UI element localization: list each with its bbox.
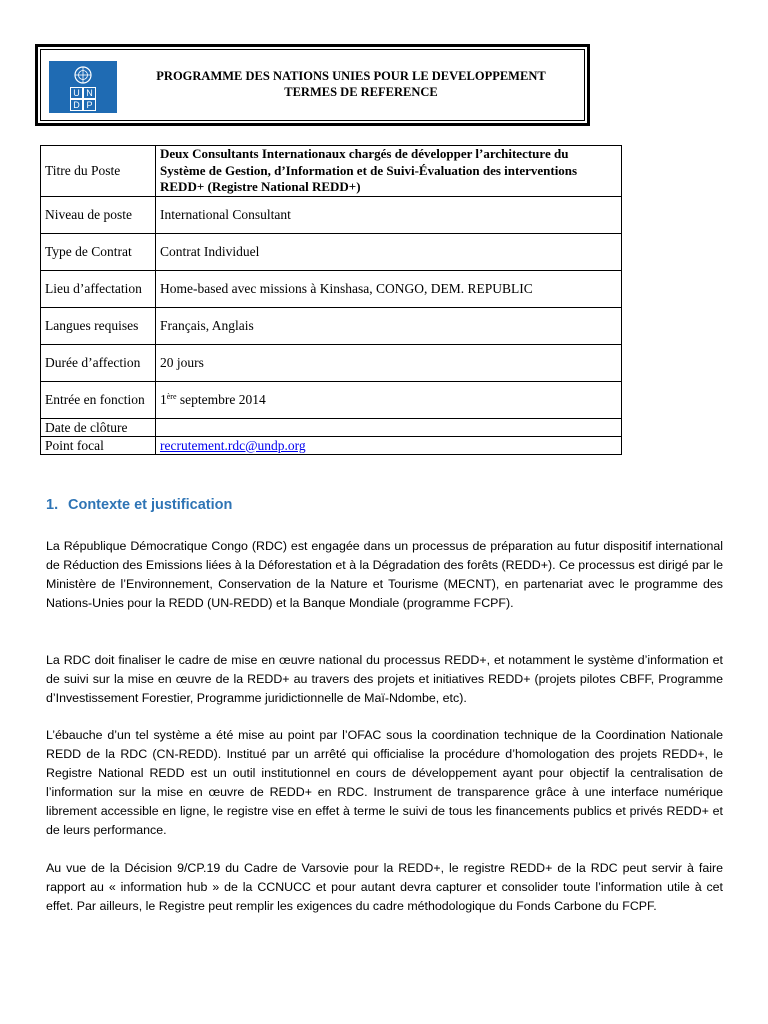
start-date-ordinal: ère xyxy=(166,392,177,401)
row-label: Langues requises xyxy=(41,307,156,344)
table-row xyxy=(41,307,622,344)
row-value xyxy=(156,418,622,436)
body-paragraph: La RDC doit finaliser le cadre de mise en œuvre national du processus REDD+, et notamment le système d’information et de suivi sur la mise en œuvre de la REDD+ au travers des projets et initiatives REDD+ (projets pilotes CBFF, Programme d’Investissement Forestier, Programme juridictionnelle de Maï-Ndombe, etc). xyxy=(46,653,723,705)
row-label: Durée d’affection xyxy=(41,344,156,381)
row-value: Contrat Individuel xyxy=(156,233,622,270)
table-row xyxy=(41,233,622,270)
logo-letter: P xyxy=(83,99,96,111)
contact-email-link[interactable]: recrutement.rdc@undp.org xyxy=(160,437,306,453)
row-label: Date de clôture xyxy=(41,418,156,436)
section-heading xyxy=(46,497,232,513)
table-row xyxy=(41,344,622,381)
document-header-title xyxy=(118,68,584,100)
logo-letter: D xyxy=(70,99,83,111)
header-title-line2: TERMES DE REFERENCE xyxy=(284,85,438,99)
start-date-day: 1 xyxy=(160,392,167,407)
table-row xyxy=(41,436,622,454)
table-row xyxy=(41,418,622,436)
row-value: 20 jours xyxy=(156,344,622,381)
row-value: Français, Anglais xyxy=(156,307,622,344)
undp-logo xyxy=(49,61,117,113)
table-row xyxy=(41,196,622,233)
row-label: Point focal xyxy=(41,436,156,454)
row-value xyxy=(156,436,622,454)
row-label: Lieu d’affectation xyxy=(41,270,156,307)
table-row xyxy=(41,270,622,307)
header-title-line1: PROGRAMME DES NATIONS UNIES POUR LE DEVELOPPEMENT xyxy=(156,69,546,83)
table-row xyxy=(41,146,622,197)
un-emblem-icon xyxy=(73,65,93,85)
section-title: Contexte et justification xyxy=(68,497,233,513)
section-number: 1. xyxy=(46,497,59,513)
logo-letter: U xyxy=(70,87,83,99)
row-value: Home-based avec missions à Kinshasa, CONGO, DEM. REPUBLIC xyxy=(156,270,622,307)
job-info-table xyxy=(40,145,622,455)
row-label: Titre du Poste xyxy=(41,146,156,197)
row-label: Niveau de poste xyxy=(41,196,156,233)
logo-letter: N xyxy=(83,87,96,99)
row-label: Entrée en fonction xyxy=(41,381,156,418)
body-paragraph: L’ébauche d’un tel système a été mise au point par l’OFAC sous la coordination technique de la Coordination Nationale REDD de la RDC (CN-REDD). Institué par un arrêté qui officialise la procédure d’homologation des projets REDD+, le Registre National REDD est un outil institutionnel en cours de développement ayant pour objectif la centralisation de l’information sur la mise en œuvre de REDD+ en RDC. Instrument de transparence grâce à une interface numérique librement accessible en ligne, le registre vise en effet à terme le suivi de tous les financements publics et privés REDD+ et de leurs performance. xyxy=(46,728,723,837)
body-paragraph: La République Démocratique Congo (RDC) est engagée dans un processus de préparation au futur dispositif international de Réduction des Emissions liées à la Déforestation et à la Dégradation des forêts (REDD+). Ce processus est dirigé par le Ministère de l’Environnement, Conservation de la Nature et Tourisme (MECNT), en partenariat avec le programme des Nations-Unies pour la REDD (UN-REDD) et la Banque Mondiale (programme FCPF). xyxy=(46,539,723,610)
start-date-rest: septembre 2014 xyxy=(176,392,266,407)
row-label: Type de Contrat xyxy=(41,233,156,270)
row-value: Deux Consultants Internationaux chargés de développer l’architecture du Système de Gestion, d’Information et de Suivi-Évaluation des interventions REDD+ (Registre National REDD+) xyxy=(156,146,622,197)
row-value xyxy=(156,381,622,418)
row-value: International Consultant xyxy=(156,196,622,233)
table-row xyxy=(41,381,622,418)
body-paragraph: Au vue de la Décision 9/CP.19 du Cadre de Varsovie pour la REDD+, le registre REDD+ de la RDC peut servir à faire rapport au « information hub » de la CCNUCC et pour autant devra capturer et consolider toute l’information utile à cet effet. Par ailleurs, le Registre peut remplir les exigences du cadre méthodologique du Fonds Carbone du FCPF. xyxy=(46,861,723,913)
undp-logo-letters xyxy=(70,87,96,111)
